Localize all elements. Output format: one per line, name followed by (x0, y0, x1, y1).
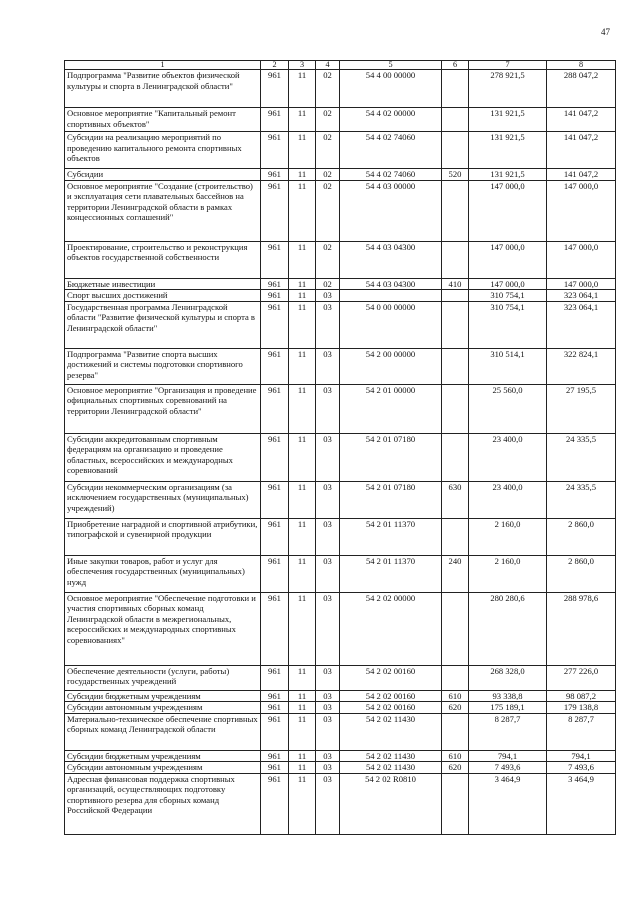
cell-expense-type (442, 108, 469, 132)
cell-ved: 961 (261, 750, 289, 762)
cell-amount-year1: 131 921,5 (469, 108, 547, 132)
cell-expense-type (442, 518, 469, 555)
column-header: 5 (340, 61, 442, 70)
cell-subsection: 02 (316, 241, 340, 278)
cell-section: 11 (289, 713, 316, 750)
cell-target-code: 54 4 03 00000 (340, 180, 442, 241)
cell-name: Субсидии автономным учреждениям (65, 702, 261, 714)
cell-amount-year2: 322 824,1 (547, 348, 616, 384)
cell-ved: 961 (261, 713, 289, 750)
column-header: 1 (65, 61, 261, 70)
cell-amount-year1: 147 000,0 (469, 180, 547, 241)
cell-target-code: 54 2 01 07180 (340, 433, 442, 481)
cell-expense-type: 620 (442, 702, 469, 714)
cell-expense-type (442, 348, 469, 384)
cell-subsection: 03 (316, 690, 340, 702)
cell-name: Приобретение наградной и спортивной атрибутики, типографской и сувенирной продукции (65, 518, 261, 555)
cell-section: 11 (289, 518, 316, 555)
table-row (65, 384, 616, 433)
cell-expense-type: 240 (442, 555, 469, 592)
cell-ved: 961 (261, 690, 289, 702)
column-header: 6 (442, 61, 469, 70)
cell-ved: 961 (261, 70, 289, 108)
table-row (65, 592, 616, 665)
cell-target-code: 54 2 02 R0810 (340, 773, 442, 834)
cell-amount-year1: 25 560,0 (469, 384, 547, 433)
cell-ved: 961 (261, 384, 289, 433)
cell-amount-year2: 3 464,9 (547, 773, 616, 834)
cell-name: Основное мероприятие "Создание (строительство) и эксплуатация сети плавательных бассейнов на территории Ленинградской области в рамках концессионных соглашений" (65, 180, 261, 241)
cell-target-code: 54 2 02 00160 (340, 665, 442, 690)
cell-amount-year1: 278 921,5 (469, 70, 547, 108)
cell-section: 11 (289, 132, 316, 169)
cell-section: 11 (289, 180, 316, 241)
cell-subsection: 03 (316, 301, 340, 348)
cell-amount-year2: 147 000,0 (547, 241, 616, 278)
cell-target-code: 54 4 02 00000 (340, 108, 442, 132)
cell-name: Государственная программа Ленинградской области "Развитие физической культуры и спорта в Ленинградской области" (65, 301, 261, 348)
cell-ved: 961 (261, 665, 289, 690)
cell-name: Спорт высших достижений (65, 290, 261, 302)
table-row (65, 108, 616, 132)
table-row (65, 132, 616, 169)
cell-target-code: 54 4 00 00000 (340, 70, 442, 108)
cell-target-code: 54 2 01 11370 (340, 518, 442, 555)
cell-ved: 961 (261, 132, 289, 169)
cell-subsection: 03 (316, 384, 340, 433)
cell-ved: 961 (261, 180, 289, 241)
column-header: 2 (261, 61, 289, 70)
cell-name: Иные закупки товаров, работ и услуг для обеспечения государственных (муниципальных) нужд (65, 555, 261, 592)
cell-ved: 961 (261, 555, 289, 592)
cell-target-code: 54 2 02 11430 (340, 713, 442, 750)
cell-amount-year2: 141 047,2 (547, 108, 616, 132)
table-row (65, 702, 616, 714)
table-row (65, 278, 616, 290)
cell-amount-year1: 2 160,0 (469, 555, 547, 592)
cell-name: Подпрограмма "Развитие спорта высших достижений и системы подготовки спортивного резерва" (65, 348, 261, 384)
cell-subsection: 03 (316, 713, 340, 750)
cell-subsection: 02 (316, 169, 340, 181)
cell-expense-type (442, 180, 469, 241)
cell-amount-year2: 179 138,8 (547, 702, 616, 714)
cell-target-code: 54 2 00 00000 (340, 348, 442, 384)
table-row (65, 348, 616, 384)
cell-name: Субсидии (65, 169, 261, 181)
cell-amount-year1: 175 189,1 (469, 702, 547, 714)
table-row (65, 433, 616, 481)
cell-subsection: 02 (316, 108, 340, 132)
table-header-row (65, 61, 616, 70)
cell-subsection: 03 (316, 348, 340, 384)
cell-amount-year2: 141 047,2 (547, 169, 616, 181)
cell-name: Субсидии аккредитованным спортивным федерациям на организацию и проведение областных, всероссийских и международных соревнований (65, 433, 261, 481)
column-header: 4 (316, 61, 340, 70)
cell-subsection: 03 (316, 750, 340, 762)
column-header: 8 (547, 61, 616, 70)
table-row (65, 70, 616, 108)
cell-name: Субсидии бюджетным учреждениям (65, 750, 261, 762)
cell-name: Основное мероприятие "Капитальный ремонт спортивных объектов" (65, 108, 261, 132)
cell-target-code: 54 2 01 00000 (340, 384, 442, 433)
cell-amount-year2: 24 335,5 (547, 481, 616, 518)
cell-expense-type (442, 70, 469, 108)
column-header: 3 (289, 61, 316, 70)
cell-ved: 961 (261, 290, 289, 302)
cell-section: 11 (289, 301, 316, 348)
cell-section: 11 (289, 481, 316, 518)
cell-target-code: 54 2 02 11430 (340, 762, 442, 774)
cell-subsection: 03 (316, 555, 340, 592)
cell-ved: 961 (261, 348, 289, 384)
cell-target-code (340, 290, 442, 302)
cell-name: Субсидии некоммерческим организациям (за исключением государственных (муниципальных) учреждений) (65, 481, 261, 518)
table-row (65, 750, 616, 762)
cell-target-code: 54 2 02 00000 (340, 592, 442, 665)
cell-subsection: 03 (316, 702, 340, 714)
cell-expense-type: 610 (442, 690, 469, 702)
cell-target-code: 54 2 02 00160 (340, 702, 442, 714)
cell-subsection: 02 (316, 132, 340, 169)
cell-amount-year1: 147 000,0 (469, 241, 547, 278)
cell-amount-year2: 2 860,0 (547, 518, 616, 555)
cell-amount-year1: 310 514,1 (469, 348, 547, 384)
cell-ved: 961 (261, 592, 289, 665)
cell-section: 11 (289, 773, 316, 834)
cell-section: 11 (289, 241, 316, 278)
cell-expense-type (442, 713, 469, 750)
cell-name: Подпрограмма "Развитие объектов физической культуры и спорта в Ленинградской области" (65, 70, 261, 108)
cell-ved: 961 (261, 481, 289, 518)
cell-amount-year2: 7 493,6 (547, 762, 616, 774)
cell-amount-year2: 147 000,0 (547, 180, 616, 241)
cell-expense-type: 610 (442, 750, 469, 762)
cell-amount-year1: 2 160,0 (469, 518, 547, 555)
cell-target-code: 54 4 02 74060 (340, 169, 442, 181)
table-row (65, 773, 616, 834)
cell-name: Субсидии на реализацию мероприятий по проведению капитального ремонта спортивных объектов (65, 132, 261, 169)
budget-table (64, 60, 616, 835)
cell-expense-type (442, 290, 469, 302)
cell-section: 11 (289, 278, 316, 290)
cell-section: 11 (289, 290, 316, 302)
cell-expense-type (442, 433, 469, 481)
cell-subsection: 03 (316, 481, 340, 518)
cell-subsection: 03 (316, 773, 340, 834)
cell-section: 11 (289, 555, 316, 592)
table-row (65, 290, 616, 302)
table-row (65, 555, 616, 592)
cell-subsection: 02 (316, 278, 340, 290)
cell-name: Обеспечение деятельности (услуги, работы) государственных учреждений (65, 665, 261, 690)
cell-expense-type (442, 665, 469, 690)
cell-expense-type: 520 (442, 169, 469, 181)
cell-amount-year1: 131 921,5 (469, 132, 547, 169)
cell-amount-year1: 794,1 (469, 750, 547, 762)
cell-subsection: 03 (316, 433, 340, 481)
cell-target-code: 54 4 03 04300 (340, 241, 442, 278)
cell-name: Основное мероприятие "Организация и проведение официальных спортивных соревнований на территории Ленинградской области" (65, 384, 261, 433)
cell-ved: 961 (261, 169, 289, 181)
cell-amount-year1: 280 280,6 (469, 592, 547, 665)
cell-amount-year2: 27 195,5 (547, 384, 616, 433)
cell-ved: 961 (261, 433, 289, 481)
cell-expense-type (442, 773, 469, 834)
cell-amount-year2: 8 287,7 (547, 713, 616, 750)
table-body (65, 70, 616, 835)
table-row (65, 762, 616, 774)
cell-amount-year1: 310 754,1 (469, 301, 547, 348)
cell-section: 11 (289, 592, 316, 665)
cell-section: 11 (289, 690, 316, 702)
table-row (65, 690, 616, 702)
cell-amount-year2: 323 064,1 (547, 301, 616, 348)
cell-name: Проектирование, строительство и реконструкция объектов государственной собственности (65, 241, 261, 278)
cell-expense-type: 630 (442, 481, 469, 518)
cell-target-code: 54 2 02 11430 (340, 750, 442, 762)
cell-amount-year1: 8 287,7 (469, 713, 547, 750)
cell-amount-year1: 147 000,0 (469, 278, 547, 290)
cell-expense-type (442, 241, 469, 278)
cell-amount-year2: 794,1 (547, 750, 616, 762)
cell-amount-year1: 268 328,0 (469, 665, 547, 690)
cell-section: 11 (289, 348, 316, 384)
cell-amount-year2: 24 335,5 (547, 433, 616, 481)
table-row (65, 180, 616, 241)
cell-amount-year1: 3 464,9 (469, 773, 547, 834)
table-row (65, 713, 616, 750)
cell-section: 11 (289, 433, 316, 481)
cell-expense-type: 620 (442, 762, 469, 774)
cell-amount-year2: 147 000,0 (547, 278, 616, 290)
cell-ved: 961 (261, 773, 289, 834)
cell-target-code: 54 4 03 04300 (340, 278, 442, 290)
cell-subsection: 03 (316, 762, 340, 774)
cell-name: Субсидии бюджетным учреждениям (65, 690, 261, 702)
cell-subsection: 03 (316, 290, 340, 302)
cell-subsection: 02 (316, 180, 340, 241)
cell-section: 11 (289, 108, 316, 132)
cell-expense-type (442, 132, 469, 169)
cell-section: 11 (289, 70, 316, 108)
table-row (65, 665, 616, 690)
cell-ved: 961 (261, 702, 289, 714)
cell-section: 11 (289, 169, 316, 181)
cell-expense-type: 410 (442, 278, 469, 290)
cell-amount-year2: 2 860,0 (547, 555, 616, 592)
cell-target-code: 54 4 02 74060 (340, 132, 442, 169)
cell-name: Основное мероприятие "Обеспечение подготовки и участия спортивных сборных команд Ленинградской области в межрегиональных, всероссийских и международных спортивных соревнованиях" (65, 592, 261, 665)
cell-section: 11 (289, 750, 316, 762)
cell-amount-year1: 23 400,0 (469, 481, 547, 518)
cell-amount-year2: 323 064,1 (547, 290, 616, 302)
cell-name: Бюджетные инвестиции (65, 278, 261, 290)
cell-section: 11 (289, 665, 316, 690)
cell-target-code: 54 2 01 07180 (340, 481, 442, 518)
table-row (65, 241, 616, 278)
cell-subsection: 03 (316, 592, 340, 665)
cell-target-code: 54 2 01 11370 (340, 555, 442, 592)
cell-subsection: 02 (316, 70, 340, 108)
cell-amount-year2: 141 047,2 (547, 132, 616, 169)
cell-expense-type (442, 384, 469, 433)
cell-name: Материально-техническое обеспечение спортивных сборных команд Ленинградской области (65, 713, 261, 750)
cell-section: 11 (289, 384, 316, 433)
cell-target-code: 54 2 02 00160 (340, 690, 442, 702)
cell-section: 11 (289, 702, 316, 714)
cell-target-code: 54 0 00 00000 (340, 301, 442, 348)
cell-amount-year1: 7 493,6 (469, 762, 547, 774)
cell-amount-year1: 310 754,1 (469, 290, 547, 302)
cell-amount-year2: 277 226,0 (547, 665, 616, 690)
cell-section: 11 (289, 762, 316, 774)
cell-amount-year1: 93 338,8 (469, 690, 547, 702)
cell-amount-year2: 288 047,2 (547, 70, 616, 108)
cell-subsection: 03 (316, 665, 340, 690)
cell-ved: 961 (261, 762, 289, 774)
cell-amount-year2: 288 978,6 (547, 592, 616, 665)
table-row (65, 301, 616, 348)
cell-name: Адресная финансовая поддержка спортивных организаций, осуществляющих подготовку спортивного резерва для сборных команд Российской Федерации (65, 773, 261, 834)
table-row (65, 518, 616, 555)
table-row (65, 169, 616, 181)
cell-ved: 961 (261, 108, 289, 132)
cell-amount-year1: 23 400,0 (469, 433, 547, 481)
column-header: 7 (469, 61, 547, 70)
cell-ved: 961 (261, 301, 289, 348)
cell-name: Субсидии автономным учреждениям (65, 762, 261, 774)
cell-amount-year2: 98 087,2 (547, 690, 616, 702)
cell-amount-year1: 131 921,5 (469, 169, 547, 181)
page-number: 47 (601, 27, 610, 37)
cell-subsection: 03 (316, 518, 340, 555)
cell-expense-type (442, 592, 469, 665)
cell-ved: 961 (261, 278, 289, 290)
cell-ved: 961 (261, 518, 289, 555)
table-row (65, 481, 616, 518)
cell-expense-type (442, 301, 469, 348)
cell-ved: 961 (261, 241, 289, 278)
